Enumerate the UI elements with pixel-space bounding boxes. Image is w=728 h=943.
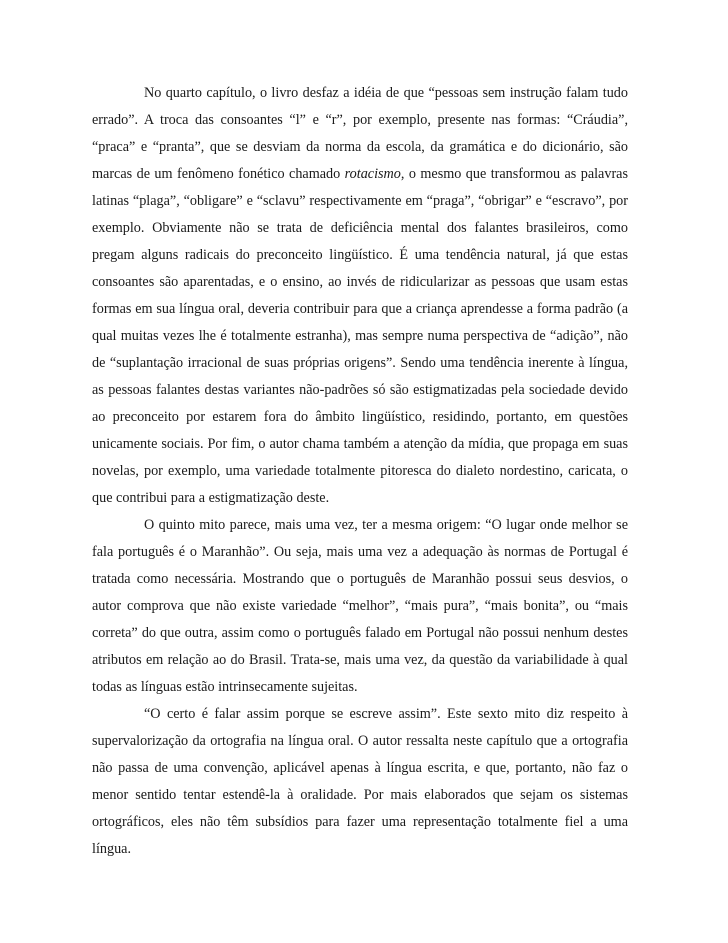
document-page — [92, 80, 628, 863]
paragraph-sexto-mito: “O certo é falar assim porque se escreve assim”. Este sexto mito diz respeito à supervalorização da ortografia na língua oral. O autor ressalta neste capítulo que a ortografia não passa de uma convenção, aplicável apenas à língua escrita, e que, portanto, não faz o menor sentido tentar estendê-la à oralidade. Por mais elaborados que sejam os sistemas ortográficos, eles não têm subsídios para fazer uma representação totalmente fiel a uma língua. — [92, 706, 628, 857]
paragraph-text: , o mesmo que transformou as palavras latinas “plaga”, “obligare” e “sclavu” respectivamente em “praga”, “obrigar” e “escravo”, por exemplo. Obviamente não se trata de deficiência mental dos falantes brasileiros, como pregam alguns radicais do preconceito lingüístico. É uma tendência natural, já que estas consoantes são aparentadas, e o ensino, ao invés de ridicularizar as pessoas que usam estas formas em sua língua oral, deveria contribuir para que a criança aprendesse a forma padrão (a qual muitas vezes lhe é totalmente estranha), mas sempre numa perspectiva de “adição”, não de “suplantação irracional de suas próprias origens”. Sendo uma tendência inerente à língua, as pessoas falantes destas variantes não-padrões só são estigmatizadas pela sociedade devido ao preconceito por estarem fora do âmbito lingüístico, residindo, portanto, em questões unicamente sociais. Por fim, o autor chama também a atenção da mídia, que propaga em suas novelas, por exemplo, uma variedade totalmente pitoresca do dialeto nordestino, caricata, o que contribui para a estigmatização deste. — [92, 166, 628, 506]
italic-term: rotacismo — [344, 166, 401, 182]
paragraph-text: No quarto capítulo, o livro desfaz a idéia de que “pessoas sem instrução falam tudo errado”. A troca das consoantes “l” e “r”, por exemplo, presente nas formas: “Cráudia”, “praca” e “pranta”, que se desviam da norma da escola, da gramática e do dicionário, são marcas de um fenômeno fonético chamado — [92, 85, 628, 182]
paragraph-quinto-mito: O quinto mito parece, mais uma vez, ter a mesma origem: “O lugar onde melhor se fala português é o Maranhão”. Ou seja, mais uma vez a adequação às normas de Portugal é tratada como necessária. Mostrando que o português de Maranhão possui seus desvios, o autor comprova que não existe variedade “melhor”, “mais pura”, “mais bonita”, ou “mais correta” do que outra, assim como o português falado em Portugal não possui nenhum destes atributos em relação ao do Brasil. Trata-se, mais uma vez, da questão da variabilidade à qual todas as línguas estão intrinsecamente sujeitas. — [92, 517, 628, 695]
paragraph-rotacismo — [92, 80, 628, 512]
